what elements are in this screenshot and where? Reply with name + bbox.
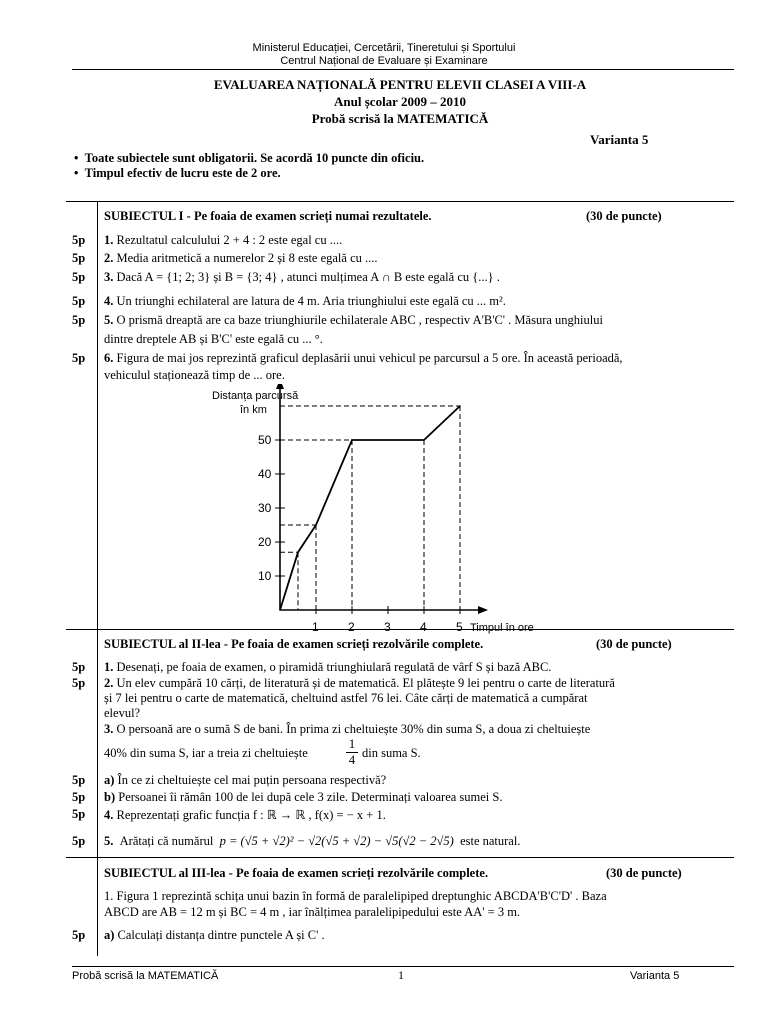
item-points: 5p	[72, 294, 86, 308]
question-6-cont: vehiculul staționează timp de ... ore.	[104, 368, 285, 382]
s3-question-1: 1. Figura 1 reprezintă schița unui bazin în formă de paralelipiped dreptunghic ABCDA'B'C'D' . Baza	[104, 889, 607, 903]
data-point	[315, 524, 317, 526]
item-points: 5p	[72, 351, 86, 365]
instruction-item: • Toate subiectele sunt obligatorii. Se acordă 10 puncte din oficiu.	[74, 151, 425, 165]
data-point	[459, 405, 461, 407]
s2-question-3a: a) În ce zi cheltuiește cel mai puțin persoana respectivă?	[104, 773, 387, 787]
question-3: 3. Dacă A = {1; 2; 3} și B = {3; 4} , atunci mulțimea A ∩ B este egală cu {...} .	[104, 270, 500, 284]
section1-title: SUBIECTUL I - Pe foaia de examen scrieți numai rezultatele.	[104, 209, 432, 223]
section1-points: (30 de puncte)	[586, 209, 662, 223]
s2-question-5: 5. Arătați că numărul p = (√5 + √2)² − √2(√5 + √2) − √5(√2 − 2√5) este natural.	[104, 834, 521, 848]
item-points: 5p	[72, 270, 86, 284]
x-tick-label: 3	[384, 620, 391, 634]
section2-points: (30 de puncte)	[596, 637, 672, 651]
question-5-cont: dintre dreptele AB și B'C' este egală cu ... °.	[104, 332, 323, 346]
x-tick-label: 1	[312, 620, 319, 634]
variant-label: Varianta 5	[590, 132, 649, 147]
item-points: 5p	[72, 660, 86, 674]
header-divider	[72, 69, 734, 70]
exam-title: EVALUAREA NAȚIONALĂ PENTRU ELEVII CLASEI A VIII-A	[213, 77, 587, 92]
data-point	[279, 609, 281, 611]
s2-question-3-cont: 40% din suma S, iar a treia zi cheltuiește	[104, 746, 308, 760]
data-series-line	[280, 406, 460, 610]
exam-subject: Probă scrisă la MATEMATICĂ	[311, 111, 489, 126]
y-tick-label: 50	[258, 433, 272, 447]
table-top-border	[66, 201, 734, 202]
y-axis-arrow	[276, 384, 284, 389]
item-points: 5p	[72, 676, 86, 690]
fraction: 1 4	[346, 737, 358, 768]
item-points: 5p	[72, 233, 86, 247]
points-column-border	[97, 201, 98, 956]
data-point	[351, 439, 353, 441]
item-points: 5p	[72, 313, 86, 327]
item-points: 5p	[72, 773, 86, 787]
footer-divider	[72, 966, 734, 967]
y-tick-label: 30	[258, 501, 272, 515]
section2-title: SUBIECTUL al II-lea - Pe foaia de examen scrieți rezolvările complete.	[104, 637, 484, 651]
x-tick-label: 5	[456, 620, 463, 634]
ministry-name: Ministerul Educației, Cercetării, Tineretului și Sportului	[252, 42, 516, 54]
data-point	[297, 551, 299, 553]
section3-points: (30 de puncte)	[606, 866, 682, 880]
s3-question-1a: a) Calculați distanța dintre punctele A și C' .	[104, 928, 325, 942]
section-divider	[66, 857, 734, 858]
y-tick-label: 20	[258, 535, 272, 549]
y-tick-label: 10	[258, 569, 272, 583]
item-points: 5p	[72, 251, 86, 265]
footer-right: Varianta 5	[630, 970, 680, 982]
chart-xlabel: Timpul în ore	[470, 622, 534, 634]
s2-question-2-cont: elevul?	[104, 706, 141, 720]
x-tick-label: 2	[348, 620, 355, 634]
data-point	[423, 439, 425, 441]
center-name: Centrul Național de Evaluare și Examinare	[280, 55, 488, 67]
question-5: 5. O prismă dreaptă are ca baze triunghiurile echilaterale ABC , respectiv A'B'C' . Măsura unghiului	[104, 313, 603, 327]
s2-question-2-cont: și 7 lei pentru o carte de matematică, cheltuind astfel 76 lei. Câte cărți de matematică a cumpărat	[104, 691, 588, 705]
question-2: 2. Media aritmetică a numerelor 2 și 8 este egală cu ....	[104, 251, 378, 265]
item-points: 5p	[72, 834, 86, 848]
y-tick-label: 40	[258, 467, 272, 481]
question-1: 1. Rezultatul calculului 2 + 4 : 2 este egal cu ....	[104, 233, 343, 247]
question-6: 6. Figura de mai jos reprezintă graficul deplasării unui vehicul pe parcursul a 5 ore. În această perioadă,	[104, 351, 623, 365]
section3-title: SUBIECTUL al III-lea - Pe foaia de examen scrieți rezolvările complete.	[104, 866, 489, 880]
page-number: 1	[398, 968, 404, 982]
item-points: 5p	[72, 928, 86, 942]
item-points: 5p	[72, 790, 86, 804]
s2-question-2: 2. Un elev cumpără 10 cărți, de literatură și de matematică. El plătește 9 lei pentru o carte de literatură	[104, 676, 615, 690]
s2-question-3b: b) Persoanei îi rămân 100 de lei după cele 3 zile. Determinați valoarea sumei S.	[104, 790, 503, 804]
x-tick-label: 4	[420, 620, 427, 634]
question-4: 4. Un triunghi echilateral are latura de 4 m. Aria triunghiului este egală cu ... m².	[104, 294, 506, 308]
s2-question-1: 1. Desenați, pe foaia de examen, o piramidă triunghiulară regulată de vârf S și bază ABC.	[104, 660, 552, 674]
s2-question-4: 4. Reprezentați grafic funcția f : ℝ → ℝ , f(x) = − x + 1.	[104, 808, 386, 822]
instruction-item: • Timpul efectiv de lucru este de 2 ore.	[74, 166, 281, 180]
s2-question-3-tail: din suma S.	[362, 746, 421, 760]
chart-ylabel: Distanța parcursă	[212, 390, 299, 402]
x-axis-arrow	[478, 606, 488, 614]
s2-question-3: 3. O persoană are o sumă S de bani. În prima zi cheltuiește 30% din suma S, a doua zi cheltuiește	[104, 722, 591, 736]
chart-ylabel: în km	[240, 404, 267, 416]
s3-question-1-cont: ABCD are AB = 12 m și BC = 4 m , iar înălțimea paralelipipedului este AA' = 3 m.	[104, 905, 521, 919]
item-points: 5p	[72, 807, 86, 821]
footer-left: Probă scrisă la MATEMATICĂ	[72, 970, 219, 982]
distance-time-chart	[200, 384, 560, 634]
school-year: Anul școlar 2009 – 2010	[334, 94, 466, 109]
